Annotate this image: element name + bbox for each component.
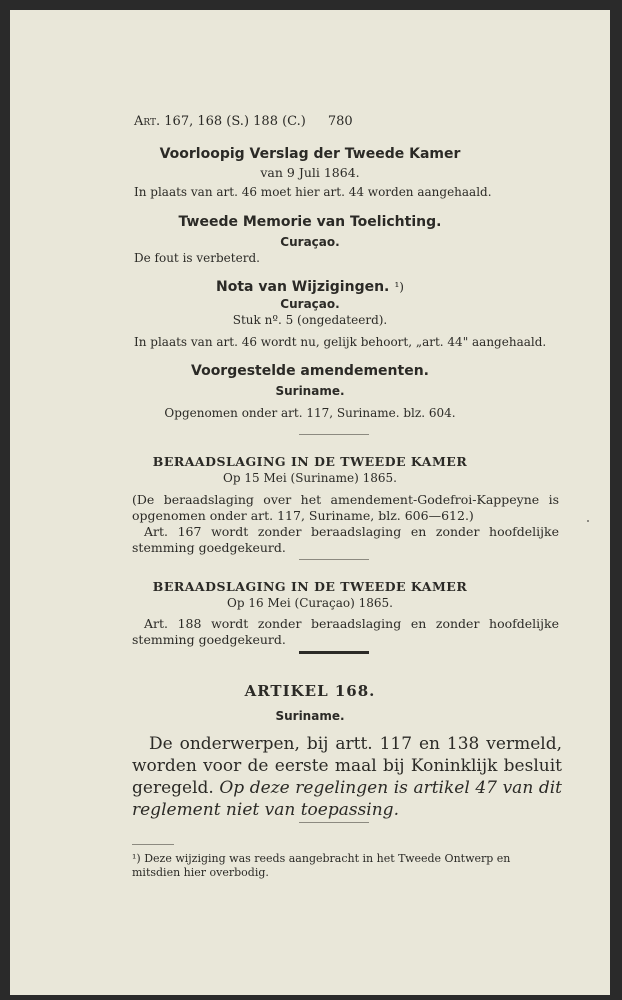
footnote-text: ¹) Deze wijziging was reeds aangebracht in het Tweede Ontwerp en mitsdien hier overbodig. — [132, 852, 511, 879]
page-number: 780 — [327, 114, 353, 129]
nota-wijzigingen-subheading: Curaçao. — [280, 297, 340, 311]
amendementen-heading: Voorgestelde amendementen. — [191, 363, 429, 379]
bold-separator-rule — [299, 651, 369, 654]
footnote-rule — [132, 844, 174, 845]
running-head — [134, 114, 353, 129]
separator-rule — [299, 559, 369, 560]
beraadslaging-1-heading: BERAADSLAGING IN DE TWEEDE KAMER — [152, 454, 468, 469]
voorloopig-verslag-date: van 9 Juli 1864. — [260, 165, 360, 180]
nota-wijzigingen-title: Nota van Wijzigingen. — [216, 279, 390, 295]
artikel-body-text: De onderwerpen, bij artt. 117 en 138 vermeld, worden voor de eerste maal bij Koninklijk besluit geregeld. — [132, 734, 562, 798]
artikel-subheading: Suriname. — [275, 709, 345, 723]
tweede-memorie-subheading: Curaçao. — [280, 235, 340, 249]
beraadslaging-1-para-1: (De beraadslaging over het amendement-Godefroi-Kappeyne is opgenomen onder art. 117, Suriname, blz. 606—612.) — [132, 492, 559, 523]
beraadslaging-2-heading: BERAADSLAGING IN DE TWEEDE KAMER — [152, 579, 468, 594]
footnote-reference: ¹) — [394, 280, 404, 294]
nota-wijzigingen-text: In plaats van art. 46 wordt nu, gelijk behoort, „art. 44" aangehaald. — [134, 335, 547, 349]
artikel-body — [132, 733, 562, 821]
voorloopig-verslag-text: In plaats van art. 46 moet hier art. 44 worden aangehaald. — [134, 185, 492, 199]
artikel-heading: ARTIKEL 168. — [244, 682, 376, 700]
artikel-body-italic: Op deze regelingen is artikel 47 van dit reglement niet van toepassing. — [132, 778, 562, 820]
separator-rule — [299, 434, 369, 435]
amendementen-text: Opgenomen onder art. 117, Suriname. blz. 604. — [164, 406, 456, 420]
separator-rule — [299, 822, 369, 823]
voorloopig-verslag-heading: Voorloopig Verslag der Tweede Kamer — [159, 146, 461, 162]
amendementen-subheading: Suriname. — [275, 384, 345, 398]
beraadslaging-2-date: Op 16 Mei (Curaçao) 1865. — [227, 596, 393, 610]
tweede-memorie-heading: Tweede Memorie van Toelichting. — [178, 214, 442, 230]
book-page — [10, 10, 610, 995]
margin-speck — [587, 520, 589, 522]
nota-wijzigingen-stuk: Stuk nº. 5 (ongedateerd). — [232, 313, 388, 327]
tweede-memorie-text: De fout is verbeterd. — [134, 251, 260, 265]
beraadslaging-2-para: Art. 188 wordt zonder beraadslaging en zonder hoofdelijke stemming goedgekeurd. — [132, 616, 559, 647]
beraadslaging-1-date: Op 15 Mei (Suriname) 1865. — [223, 471, 397, 485]
running-head-title: Art. 167, 168 (S.) 188 (C.) — [134, 114, 306, 129]
nota-wijzigingen-heading — [10, 276, 610, 295]
beraadslaging-1-para-2: Art. 167 wordt zonder beraadslaging en zonder hoofdelijke stemming goedgekeurd. — [132, 524, 559, 555]
